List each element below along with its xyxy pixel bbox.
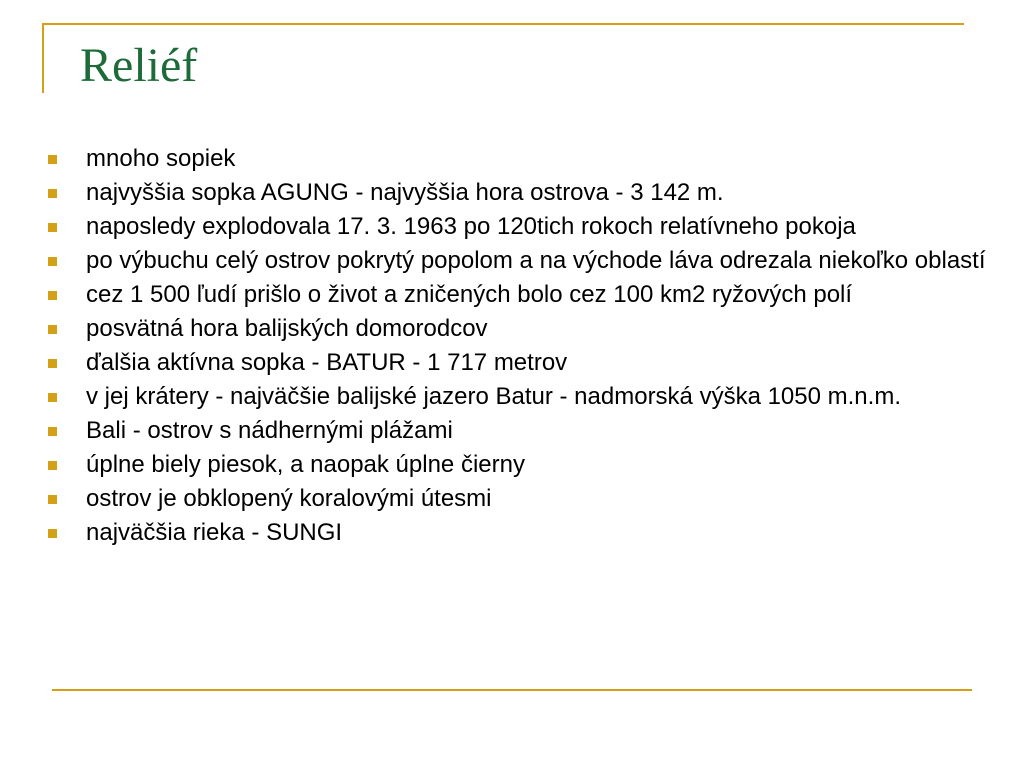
bullet-text: v jej krátery - najväčšie balijské jazero Batur - nadmorská výška 1050 m.n.m.	[86, 383, 901, 410]
bullet-item	[44, 417, 994, 445]
square-bullet-icon	[48, 359, 57, 368]
bullet-text: po výbuchu celý ostrov pokrytý popolom a na východe láva odrezala niekoľko oblastí	[86, 247, 986, 274]
square-bullet-icon	[48, 325, 57, 334]
bullet-text: ostrov je obklopený koralovými útesmi	[86, 485, 492, 512]
slide-title: Reliéf	[80, 39, 198, 92]
bullet-text: najvyššia sopka AGUNG - najvyššia hora ostrova - 3 142 m.	[86, 179, 724, 206]
square-bullet-icon	[48, 495, 57, 504]
square-bullet-icon	[48, 291, 57, 300]
bullet-item	[44, 145, 994, 173]
bullet-item	[44, 451, 994, 479]
bullet-item	[44, 485, 994, 513]
bullet-list	[44, 145, 994, 553]
bullet-item	[44, 383, 994, 411]
square-bullet-icon	[48, 461, 57, 470]
bullet-text: naposledy explodovala 17. 3. 1963 po 120tich rokoch relatívneho pokoja	[86, 213, 856, 240]
square-bullet-icon	[48, 393, 57, 402]
bullet-text: cez 1 500 ľudí prišlo o život a zničených bolo cez 100 km2 ryžových polí	[86, 281, 853, 308]
bullet-item	[44, 213, 994, 241]
bullet-item	[44, 349, 994, 377]
bottom-frame-line	[52, 689, 972, 691]
square-bullet-icon	[48, 223, 57, 232]
bullet-text: posvätná hora balijských domorodcov	[86, 315, 488, 342]
bullet-text: Bali - ostrov s nádhernými plážami	[86, 417, 453, 444]
bullet-text: mnoho sopiek	[86, 145, 236, 172]
bullet-item	[44, 519, 994, 547]
left-frame-line	[42, 23, 44, 93]
square-bullet-icon	[48, 427, 57, 436]
bullet-text: úplne biely piesok, a naopak úplne čierny	[86, 451, 525, 478]
square-bullet-icon	[48, 257, 57, 266]
bullet-item	[44, 179, 994, 207]
bullet-text: ďalšia aktívna sopka - BATUR - 1 717 metrov	[86, 349, 568, 376]
top-frame-line	[42, 23, 964, 25]
square-bullet-icon	[48, 155, 57, 164]
square-bullet-icon	[48, 529, 57, 538]
bullet-item	[44, 315, 994, 343]
square-bullet-icon	[48, 189, 57, 198]
bullet-item	[44, 281, 994, 309]
bullet-item	[44, 247, 994, 275]
bullet-text: najväčšia rieka - SUNGI	[86, 519, 343, 546]
